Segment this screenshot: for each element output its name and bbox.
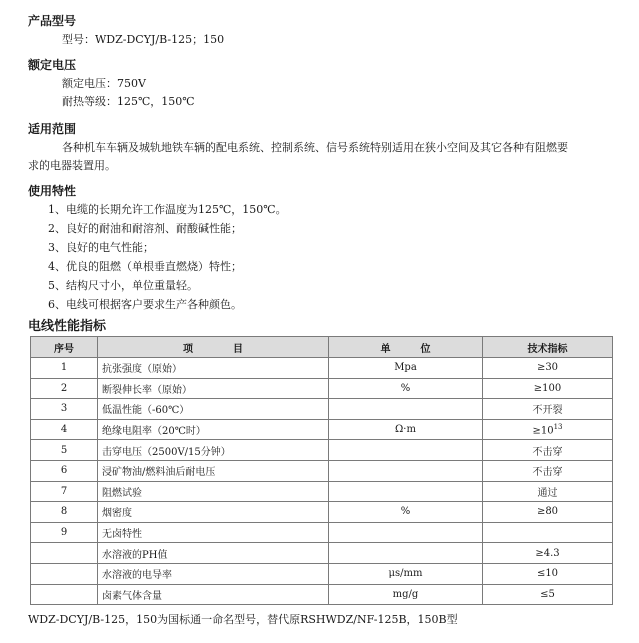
row-spec: 通过 [483, 481, 613, 502]
footer-note: WDZ-DCYJ/B-125，150为国标通一命名型号，替代原RSHWDZ/NF-125B，150B型 [28, 613, 458, 626]
table-row [31, 543, 613, 564]
row-spec: ≤5 [483, 584, 613, 605]
row-spec: 不击穿 [483, 460, 613, 481]
scope-line-2: 求的电器装置用。 [28, 159, 116, 172]
row-item: 烟密度 [98, 502, 329, 523]
row-unit: % [329, 502, 483, 523]
table-header-row [31, 337, 613, 358]
table-row [31, 358, 613, 379]
row-unit: % [329, 378, 483, 399]
row-spec: ≥4.3 [483, 543, 613, 564]
row-item: 水溶液的PH值 [98, 543, 329, 564]
scope-heading: 适用范围 [28, 122, 77, 136]
feature-item-6: 6、电线可根据客户要求生产各种颜色。 [48, 298, 242, 311]
row-item: 绝缘电阻率（20℃时） [98, 419, 329, 440]
row-unit [329, 440, 483, 461]
spec-exponent: 13 [553, 422, 563, 431]
header-no: 序号 [31, 337, 98, 358]
row-number: 9 [31, 522, 98, 543]
table-row [31, 399, 613, 420]
row-number: 8 [31, 502, 98, 523]
row-item: 抗张强度（原始） [98, 358, 329, 379]
row-item: 阻燃试验 [98, 481, 329, 502]
rated-voltage-line: 额定电压：750V [62, 77, 146, 90]
table-row [31, 460, 613, 481]
row-spec: ≥80 [483, 502, 613, 523]
header-item: 项 目 [98, 337, 329, 358]
feature-item-4: 4、优良的阻燃（单根垂直燃烧）特性； [48, 260, 242, 273]
header-spec: 技术指标 [483, 337, 613, 358]
row-item: 浸矿物油/燃料油后耐电压 [98, 460, 329, 481]
row-unit [329, 543, 483, 564]
row-item: 卤素气体含量 [98, 584, 329, 605]
rating-heading: 额定电压 [28, 58, 77, 72]
row-unit: mg/g [329, 584, 483, 605]
row-spec: 不击穿 [483, 440, 613, 461]
header-unit: 单 位 [329, 337, 483, 358]
feature-item-5: 5、结构尺寸小，单位重量轻。 [48, 279, 198, 292]
row-item: 无卤特性 [98, 522, 329, 543]
heat-class-line: 耐热等级：125℃，150℃ [62, 95, 195, 108]
table-row [31, 440, 613, 461]
table-row [31, 563, 613, 584]
row-item: 断裂伸长率（原始） [98, 378, 329, 399]
feature-item-3: 3、良好的电气性能； [48, 241, 154, 254]
features-heading: 使用特性 [28, 184, 77, 198]
table-body [31, 358, 613, 605]
row-number: 2 [31, 378, 98, 399]
model-heading: 产品型号 [28, 14, 77, 28]
row-item: 水溶液的电导率 [98, 563, 329, 584]
feature-item-1: 1、电缆的长期允许工作温度为125℃，150℃。 [48, 203, 287, 216]
row-unit: Mpa [329, 358, 483, 379]
row-number: 7 [31, 481, 98, 502]
row-number: 4 [31, 419, 98, 440]
row-unit [329, 522, 483, 543]
row-item: 击穿电压（2500V/15分钟） [98, 440, 329, 461]
row-spec: 不开裂 [483, 399, 613, 420]
spec-base: ≥10 [532, 425, 554, 437]
row-spec: ≤10 [483, 563, 613, 584]
table-title: 电线性能指标 [28, 319, 107, 334]
table-row [31, 419, 613, 440]
feature-item-2: 2、良好的耐油和耐溶剂、耐酸碱性能； [48, 222, 242, 235]
row-number: 5 [31, 440, 98, 461]
performance-table [30, 336, 613, 605]
table-row [31, 584, 613, 605]
row-spec: ≥100 [483, 378, 613, 399]
row-unit: Ω·m [329, 419, 483, 440]
row-spec: ≥30 [483, 358, 613, 379]
row-unit [329, 481, 483, 502]
table-row [31, 378, 613, 399]
row-number: 1 [31, 358, 98, 379]
row-number: 6 [31, 460, 98, 481]
row-number [31, 543, 98, 564]
row-unit: μs/mm [329, 563, 483, 584]
scope-line-1: 各种机车车辆及城轨地铁车辆的配电系统、控制系统、信号系统特别适用在狭小空间及其它各种有阻燃要 [62, 141, 568, 154]
row-item: 低温性能（-60℃） [98, 399, 329, 420]
row-unit [329, 399, 483, 420]
model-line: 型号：WDZ-DCYJ/B-125；150 [62, 33, 225, 46]
row-number [31, 584, 98, 605]
row-spec [483, 419, 613, 440]
table-row [31, 481, 613, 502]
row-number [31, 563, 98, 584]
row-spec [483, 522, 613, 543]
table-row [31, 502, 613, 523]
row-number: 3 [31, 399, 98, 420]
row-unit [329, 460, 483, 481]
table-row [31, 522, 613, 543]
